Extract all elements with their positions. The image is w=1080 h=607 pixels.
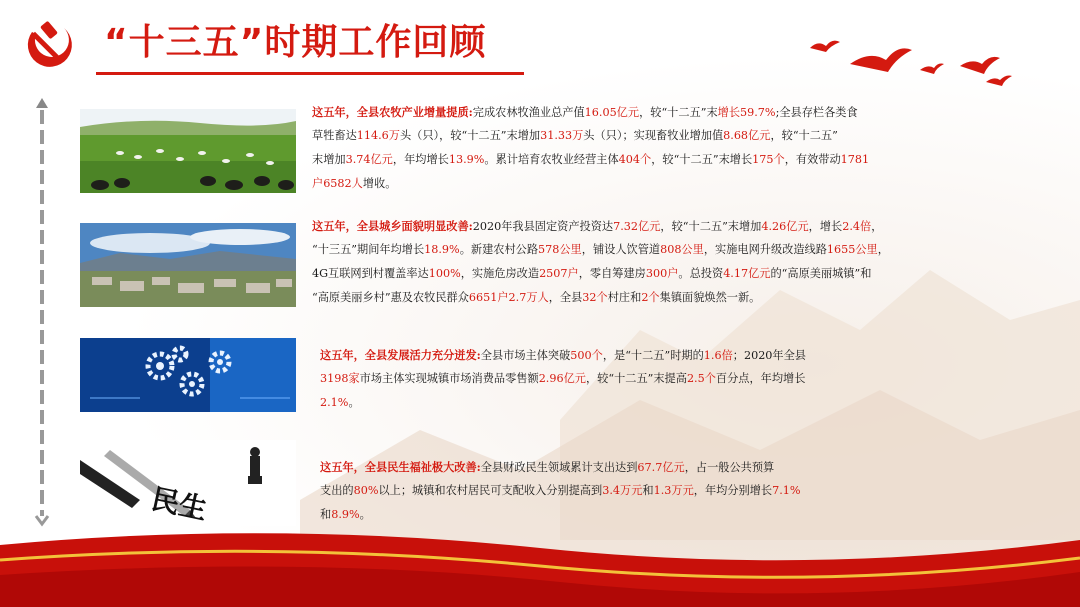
body-text: 百分点，年均增长 — [715, 372, 806, 385]
body-text: 支出的 — [320, 484, 354, 497]
section-agriculture — [312, 100, 869, 196]
body-text: ，较“十二五”末增加 — [660, 220, 762, 233]
body-text: 市场主体实现城镇市场消费品零售额 — [359, 372, 539, 385]
text-line — [320, 367, 806, 391]
body-text: 的“高原美丽城镇”和 — [770, 267, 872, 280]
text-line — [312, 100, 869, 124]
highlight-value: 6651户2.7万人 — [468, 291, 549, 304]
body-text: 4G互联网到村覆盖率达 — [312, 267, 429, 280]
body-text: 村庄和 — [607, 291, 642, 304]
highlight-value: 1.3万元 — [653, 484, 694, 497]
body-text: 完成农林牧渔业总产值 — [472, 106, 585, 119]
body-text: ，较“十二五”末增长 — [651, 153, 753, 166]
section-urban-rural — [312, 214, 889, 310]
highlight-value: 4.17亿元 — [723, 267, 771, 280]
highlight-value: 1.6倍 — [703, 349, 733, 362]
highlight-value: 8.9% — [331, 508, 360, 521]
body-text: 。 — [348, 396, 360, 409]
highlight-value: 1781 — [840, 153, 870, 166]
body-text: ，零自筹建房 — [578, 267, 646, 280]
highlight-value: 增长59.7% — [717, 106, 776, 119]
highlight-value: 1655公里 — [826, 243, 878, 256]
highlight-value: 2.5个 — [686, 372, 716, 385]
hammer-sickle-icon — [18, 12, 82, 76]
highlight-value: 13.9% — [448, 153, 485, 166]
body-text: 2020年我县固定资产投资达 — [472, 220, 614, 233]
highlight-value: 67.7亿元 — [637, 461, 685, 474]
highlight-value: 404个 — [618, 153, 652, 166]
body-text: ，实施危房改造 — [460, 267, 540, 280]
text-line — [320, 343, 806, 367]
highlight-value: 175个 — [752, 153, 785, 166]
body-text: “高原美丽乡村”惠及农牧民群众 — [312, 291, 469, 304]
body-text: ，较“十二五”末提高 — [585, 372, 687, 385]
body-text: ，年均增长 — [392, 153, 449, 166]
timeline-dashed-line — [32, 96, 52, 528]
section-market-vitality — [320, 343, 806, 415]
highlight-value: 2.1% — [320, 396, 349, 409]
text-line — [320, 391, 806, 415]
text-line — [312, 262, 889, 286]
body-text: 以上；城镇和农村居民可支配收入分别提高到 — [378, 484, 603, 497]
body-text: ，增长 — [808, 220, 843, 233]
body-text: ;全县存栏各类食 — [775, 106, 858, 119]
body-text: 。总投资 — [678, 267, 724, 280]
section-heading: 这五年，全县农牧产业增量提质: — [312, 105, 473, 119]
body-text: 增收。 — [362, 177, 397, 190]
highlight-value: 16.05亿元 — [584, 106, 640, 119]
body-text: 。新建农村公路 — [459, 243, 539, 256]
highlight-value: 7.32亿元 — [613, 220, 661, 233]
text-line — [312, 148, 869, 172]
highlight-value: 18.9% — [424, 243, 460, 256]
text-line — [312, 124, 869, 148]
body-text: ， — [871, 220, 883, 233]
highlight-value: 31.33万 — [540, 129, 584, 142]
body-text: ，铺设人饮管道 — [581, 243, 661, 256]
highlight-value: 578公里 — [538, 243, 582, 256]
body-text: “十三五”期间年均增长 — [312, 243, 425, 256]
page-title: “十三五”时期工作回顾 — [104, 22, 487, 63]
highlight-value: 户6582人 — [312, 177, 363, 190]
highlight-value: 808公里 — [660, 243, 704, 256]
highlight-value: 114.6万 — [356, 129, 400, 142]
body-text: ；2020年全县 — [732, 349, 806, 362]
highlight-value: 300户 — [645, 267, 679, 280]
highlight-value: 2507户 — [539, 267, 579, 280]
highlight-value: 32个 — [582, 291, 608, 304]
text-line — [312, 214, 889, 238]
section-heading: 这五年，全县发展活力充分迸发: — [320, 348, 481, 362]
highlight-value: 2.4倍 — [842, 220, 872, 233]
highlight-value: 3.74亿元 — [345, 153, 393, 166]
highlight-value: 3198家 — [320, 372, 360, 385]
body-text: ，有效带动 — [784, 153, 841, 166]
body-text: 。累计培育农牧业经营主体 — [484, 153, 619, 166]
minsheng-pen-photo — [80, 440, 296, 526]
body-text: ，占一般公共预算 — [684, 461, 775, 474]
highlight-value: 4.26亿元 — [761, 220, 809, 233]
body-text: 集镇面貌焕然一新。 — [659, 291, 761, 304]
body-text: ， — [877, 243, 889, 256]
town-landscape-photo — [80, 223, 296, 307]
body-text: ，较“十二五”末 — [639, 106, 718, 119]
text-line — [312, 238, 889, 262]
flying-birds-icon — [800, 30, 1020, 100]
body-text: ，年均分别增长 — [693, 484, 773, 497]
title-underline — [96, 72, 524, 75]
highlight-value: 7.1% — [772, 484, 801, 497]
grassland-herd-photo — [80, 109, 296, 193]
body-text: 全县市场主体突破 — [480, 349, 571, 362]
body-text: 和 — [642, 484, 654, 497]
highlight-value: 3.4万元 — [602, 484, 643, 497]
body-text: ，全县 — [548, 291, 583, 304]
highlight-value: 8.68亿元 — [723, 129, 771, 142]
highlight-value: 2.96亿元 — [538, 372, 586, 385]
section-livelihood — [320, 455, 801, 527]
text-line — [320, 503, 801, 527]
gears-technology-photo — [80, 338, 296, 412]
text-line — [320, 455, 801, 479]
body-text: 。 — [359, 508, 371, 521]
section-heading: 这五年，全县城乡面貌明显改善: — [312, 219, 473, 233]
text-line — [320, 479, 801, 503]
body-text: ，实施电网升级改造线路 — [703, 243, 827, 256]
body-text: 头（只），较“十二五”末增加 — [399, 129, 541, 142]
highlight-value: 100% — [428, 267, 461, 280]
minsheng-text: 民生 — [148, 482, 211, 526]
highlight-value: 2个 — [641, 291, 660, 304]
body-text: 末增加 — [312, 153, 346, 166]
body-text: 头（只）；实现畜牧业增加值 — [583, 129, 724, 142]
body-text: 和 — [320, 508, 332, 521]
body-text: ，较“十二五” — [770, 129, 838, 142]
highlight-value: 80% — [353, 484, 379, 497]
body-text: 草牲畜达 — [312, 129, 357, 142]
text-line — [312, 286, 889, 310]
body-text: ，是“十二五”时期的 — [602, 349, 704, 362]
body-text: 全县财政民生领域累计支出达到 — [480, 461, 638, 474]
section-heading: 这五年，全县民生福祉极大改善: — [320, 460, 481, 474]
text-line — [312, 172, 869, 196]
highlight-value: 500个 — [570, 349, 603, 362]
